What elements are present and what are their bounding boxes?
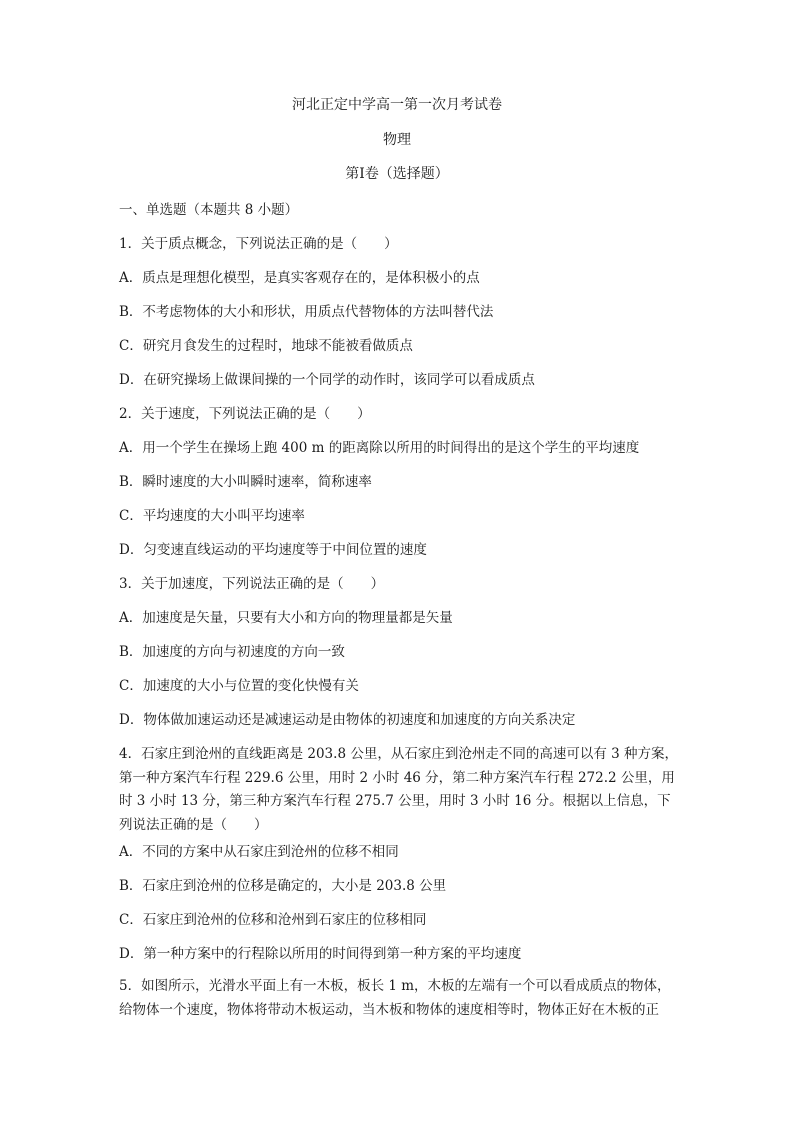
option-d: D．物体做加速运动还是减速运动是由物体的初速度和加速度的方向关系决定 [119,712,576,728]
option-a: A．不同的方案中从石家庄到沧州的位移不相同 [119,844,399,860]
option-b: B．石家庄到沧州的位移是确定的，大小是 203.8 公里 [119,878,447,894]
question-stem: 5．如图所示，光滑水平面上有一木板，板长 1 m，木板的左端有一个可以看成质点的物体，给物体一个速度，物体将带动木板运动，当木板和物体的速度相等时，物体正好在木板的正 [119,978,671,1018]
option-b: B．不考虑物体的大小和形状，用质点代替物体的方法叫替代法 [119,304,494,320]
question-stem: 3．关于加速度，下列说法正确的是（ ） [119,576,385,592]
option-d: D．第一种方案中的行程除以所用的时间得到第一种方案的平均速度 [119,946,522,962]
option-a: A．加速度是矢量，只要有大小和方向的物理量都是矢量 [119,610,453,626]
option-d: D．在研究操场上做课间操的一个同学的动作时，该同学可以看成质点 [119,372,535,388]
exam-title: 河北正定中学高一第一次月考试卷 [292,97,502,113]
option-c: C．平均速度的大小叫平均速率 [119,508,305,524]
option-a: A．用一个学生在操场上跑 400 m 的距离除以所用的时间得出的是这个学生的平均速度 [119,440,640,456]
section-heading: 一、单选题（本题共 8 小题） [119,202,299,218]
option-b: B．加速度的方向与初速度的方向一致 [119,644,345,660]
option-c: C．加速度的大小与位置的变化快慢有关 [119,678,359,694]
option-a: A．质点是理想化模型，是真实客观存在的，是体积极小的点 [119,270,480,286]
option-c: C．石家庄到沧州的位移和沧州到石家庄的位移相同 [119,912,427,928]
question-stem: 2．关于速度，下列说法正确的是（ ） [119,406,371,422]
part-title: 第Ⅰ卷（选择题） [345,166,449,182]
subject-title: 物理 [383,132,411,148]
question-stem: 1．关于质点概念，下列说法正确的是（ ） [119,236,398,252]
question-stem: 4．石家庄到沧州的直线距离是 203.8 公里，从石家庄到沧州走不同的高速可以有 3 种方案，第一种方案汽车行程 229.6 公里，用时 2 小时 46 分，第二种方案汽车行程 272.2 公里，用时 3 小时 13 分，第三种方案汽车行程 275.7 公里，用时 3 小时 16 分。根据以上信息，下列说法正确的是（ ） [119,746,678,833]
option-d: D．匀变速直线运动的平均速度等于中间位置的速度 [119,542,427,558]
option-c: C．研究月食发生的过程时，地球不能被看做质点 [119,338,413,354]
option-b: B．瞬时速度的大小叫瞬时速率，简称速率 [119,474,372,490]
